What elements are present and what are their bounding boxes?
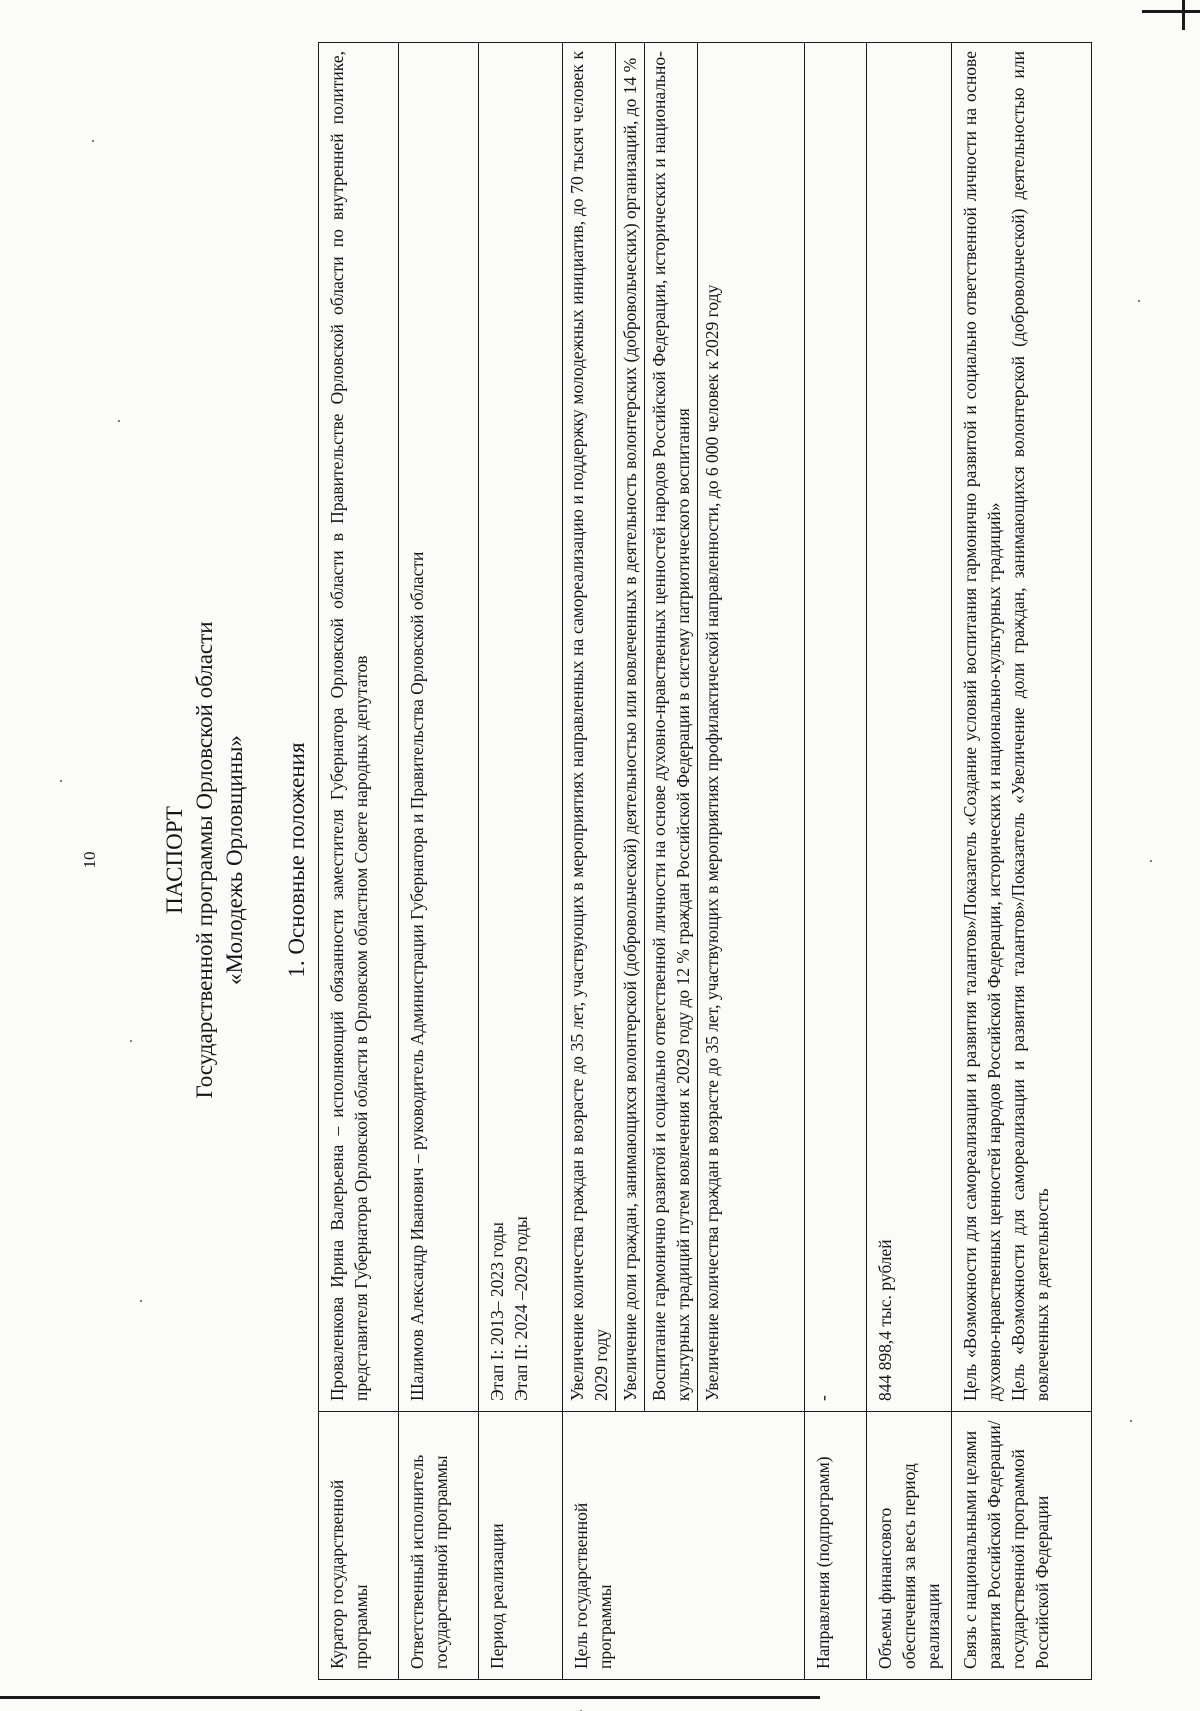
- table-row: [563, 43, 805, 1680]
- scan-corner-mark: [1142, 10, 1200, 13]
- stage-2-text: Этап II: 2024 –2029 годы: [511, 1216, 531, 1401]
- directions-text: -: [813, 1395, 833, 1401]
- document-title: [160, 35, 250, 1685]
- executor-text: Шалимов Александр Иванович – руководитель Администрации Губернатора и Правительства Орловской области: [407, 551, 427, 1401]
- row-label: Связь с национальными целями развития Российской Федерации/ государственной программой Российской Федерации: [952, 1412, 1092, 1680]
- goal-item: Увеличение количества граждан в возрасте до 35 лет, участвующих в мероприятиях профилактической направленности, до 6 000 человек к 2029 году: [702, 284, 722, 1401]
- row-label: Цель государственной программы: [563, 1412, 805, 1680]
- section-heading: 1. Основные положения: [284, 742, 309, 978]
- title-line: «Молодежь Орловщины»: [222, 735, 247, 985]
- page-number: 10: [80, 851, 99, 869]
- row-value: [952, 43, 1092, 1412]
- row-label: Ответственный исполнитель государственной программы: [399, 1412, 479, 1680]
- row-label: Объемы финансового обеспечения за весь период реализации: [867, 1412, 952, 1680]
- goal-item: Воспитание гармонично развитой и социально ответственной личности на основе духовно-нравственных ценностей народов Российской Федерации, исторических и национально-культурных традиций путем вовлечения к 2029 году до 12 % граждан Российской Федерации в систему патриотического воспитания: [645, 43, 698, 1411]
- row-value: [563, 43, 805, 1412]
- scan-bottom-edge: [0, 1696, 820, 1699]
- goal-item: Увеличение доли граждан, занимающихся волонтерской (добровольческой) деятельностью или вовлеченных в деятельность волонтерских (добровольческих) организаций, до 14 %: [616, 43, 645, 1411]
- row-value: [319, 43, 399, 1412]
- title-line: ПАСПОРТ: [162, 806, 187, 914]
- row-label: Куратор государственной программы: [319, 1412, 399, 1680]
- goal-item: Увеличение количества граждан в возрасте до 35 лет, участвующих в мероприятиях направленных на самореализацию и поддержку молодежных инициатив, до 70 тысяч человек к 2029 году: [563, 43, 616, 1411]
- passport-table: [318, 42, 1092, 1680]
- title-line: Государственной программы Орловской области: [192, 621, 217, 1099]
- row-value: [867, 43, 952, 1412]
- table-row: [319, 43, 399, 1680]
- row-label: Направления (подпрограмм): [805, 1412, 867, 1680]
- links-text: Цель «Возможности для самореализации и развития талантов»/Показатель «Создание условий воспитания гармонично развитой и социально ответственной личности на основе духовно-нравственных ценностей народов Российской Федерации, исторических и национально-культурных традиций»: [960, 51, 1004, 1401]
- row-label: Период реализации: [479, 1412, 563, 1680]
- table-row: [805, 43, 867, 1680]
- table-row: [479, 43, 563, 1680]
- links-text: Цель «Возможности для самореализации и развития талантов»/Показатель «Увеличение доли граждан, занимающихся волонтерской (добровольческой) деятельностью или вовлеченных в деятельность: [1008, 51, 1052, 1401]
- scan-speck: [1150, 860, 1152, 862]
- row-value: [399, 43, 479, 1412]
- stage-1-text: Этап I: 2013– 2023 годы: [487, 1222, 507, 1401]
- curator-text: Проваленкова Ирина Валерьевна – исполняющий обязанности заместителя Губернатора Орловской области в Правительстве Орловской области по внутренней политике, представителя Губернатора Орловской области в Орловском областном Совете народных депутатов: [327, 51, 371, 1401]
- scan-corner-mark: [1182, 0, 1185, 30]
- row-value: [805, 43, 867, 1412]
- funding-text: 844 898,4 тыс. рублей: [875, 1239, 895, 1401]
- rotated-document: [28, 35, 1138, 1685]
- table-row: [867, 43, 952, 1680]
- row-value: [479, 43, 563, 1412]
- scan-speck: [1138, 300, 1140, 302]
- table-row: [399, 43, 479, 1680]
- table-row: [952, 43, 1092, 1680]
